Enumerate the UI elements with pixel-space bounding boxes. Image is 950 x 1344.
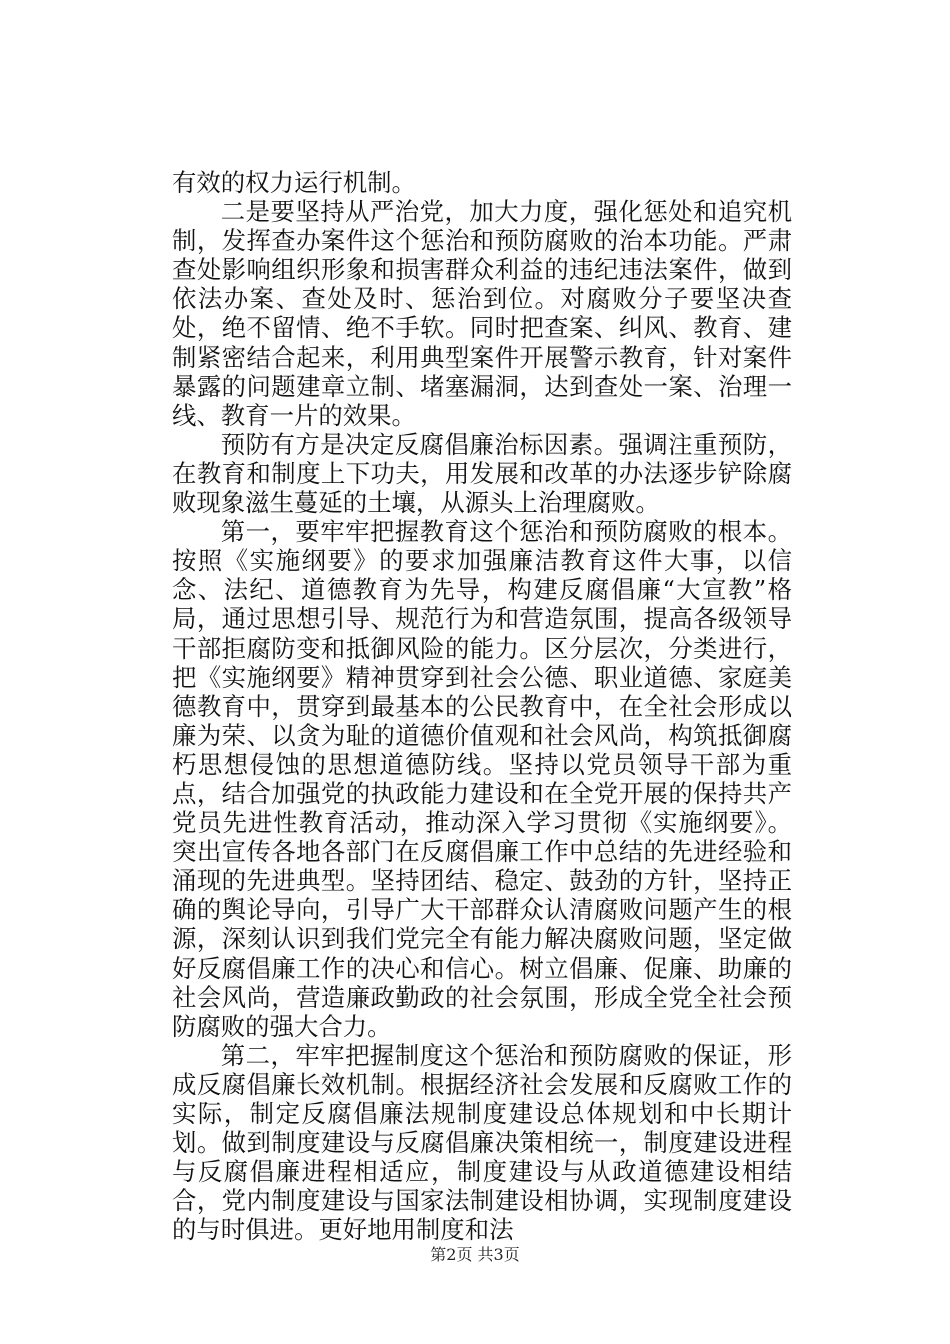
paragraph-strict-governance: 二是要坚持从严治党，加大力度，强化惩处和追究机制，发挥查办案件这个惩治和预防腐败的治本功能。严肃查处影响组织形象和损害群众利益的违纪违法案件，做到依法办案、查处及时、惩治到位。对腐败分子要坚决查处，绝不留情、绝不手软。同时把查案、纠风、教育、建制紧密结合起来，利用典型案件开展警示教育，针对案件暴露的问题建章立制、堵塞漏洞，达到查处一案、治理一线、教育一片的效果。 xyxy=(172,197,792,430)
paragraph-system: 第二，牢牢把握制度这个惩治和预防腐败的保证，形成反腐倡廉长效机制。根据经济社会发展和反腐败工作的实际，制定反腐倡廉法规制度建设总体规划和中长期计划。做到制度建设与反腐倡廉决策相统一，制度建设进程与反腐倡廉进程相适应，制度建设与从政道德建设相结合，党内制度建设与国家法制建设相协调，实现制度建设的与时俱进。更好地用制度和法 xyxy=(172,1040,792,1245)
paragraph-prevention: 预防有方是决定反腐倡廉治标因素。强调注重预防，在教育和制度上下功夫，用发展和改革的办法逐步铲除腐败现象滋生蔓延的土壤，从源头上治理腐败。 xyxy=(172,429,792,518)
paragraph-education: 第一，要牢牢把握教育这个惩治和预防腐败的根本。按照《实施纲要》的要求加强廉洁教育这件大事，以信念、法纪、道德教育为先导，构建反腐倡廉“大宣教”格局，通过思想引导、规范行为和营造氛围，提高各级领导干部拒腐防变和抵御风险的能力。区分层次，分类进行，把《实施纲要》精神贯穿到社会公德、职业道德、家庭美德教育中，贯穿到最基本的公民教育中，在全社会形成以廉为荣、以贪为耻的道德价值观和社会风尚，构筑抵御腐朽思想侵蚀的思想道德防线。坚持以党员领导干部为重点，结合加强党的执政能力建设和在全党开展的保持共产党员先进性教育活动，推动深入学习贯彻《实施纲要》。突出宣传各地各部门在反腐倡廉工作中总结的先进经验和涌现的先进典型。坚持团结、稳定、鼓劲的方针，坚持正确的舆论导向，引导广大干部群众认清腐败问题产生的根源，深刻认识到我们党完全有能力解决腐败问题，坚定做好反腐倡廉工作的决心和信心。树立倡廉、促廉、助廉的社会风尚，营造廉政勤政的社会氛围，形成全党全社会预防腐败的强大合力。 xyxy=(172,517,792,1041)
paragraph-continuation: 有效的权力运行机制。 xyxy=(172,168,416,197)
document-body xyxy=(172,168,792,1244)
page-footer: 第2页 共3页 xyxy=(430,1245,520,1264)
